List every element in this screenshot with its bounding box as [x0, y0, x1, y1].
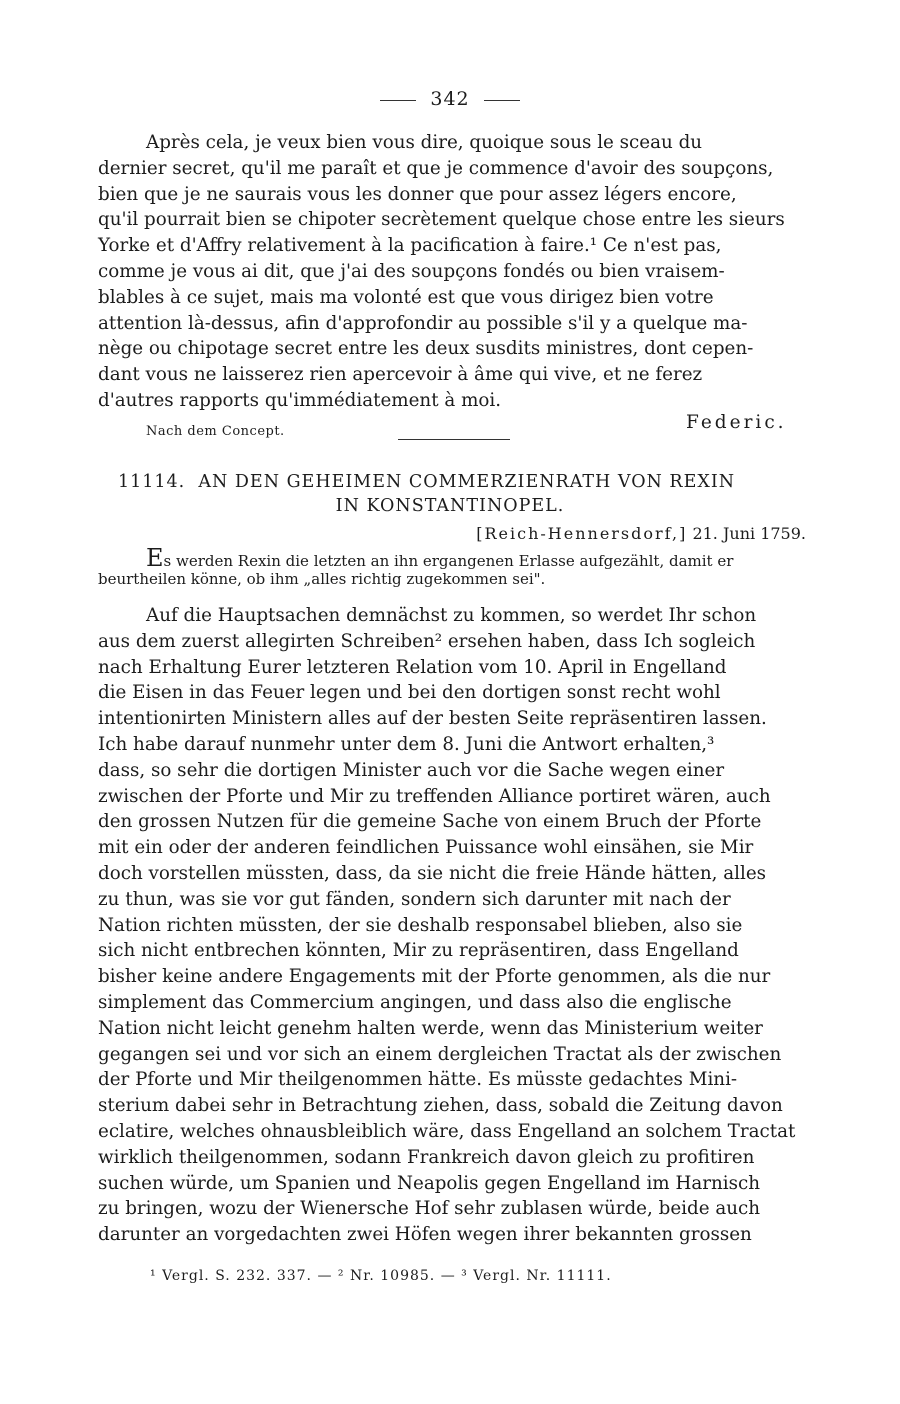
date-place: [Reich-Hennersdorf,] — [476, 524, 688, 543]
text-line: eclatire, welches ohnausbleiblich wäre, dass Engelland an solchem Tractat — [98, 1120, 796, 1142]
letter-number: 11114. — [118, 472, 186, 492]
text-line: aus dem zuerst allegirten Schreiben² ersehen haben, dass Ich sogleich — [98, 630, 756, 652]
text-line: bien que je ne saurais vous les donner que pour assez légers encore, — [98, 183, 737, 205]
text-line: mit ein oder der anderen feindlichen Puissance wohl einsähen, sie Mir — [98, 837, 754, 859]
text-line: zu bringen, wozu der Wienersche Hof sehr zublasen würde, beide auch — [98, 1198, 761, 1220]
source-note: Nach dem Concept. — [146, 424, 285, 439]
text-line: blables à ce sujet, mais ma volonté est que vous dirigez bien votre — [98, 286, 714, 308]
text-line: zu thun, was sie vor gut fänden, sondern sich darunter mit nach der — [98, 888, 731, 910]
heading-line-2: IN KONSTANTINOPEL. — [335, 496, 565, 516]
text-line: dant vous ne laisserez rien apercevoir à âme qui vive, et ne ferez — [98, 364, 703, 386]
text-line: Nation richten müssten, der sie deshalb responsabel blieben, also sie — [98, 914, 743, 936]
text-line: dernier secret, qu'il me paraît et que je commence d'avoir des soupçons, — [98, 157, 774, 179]
page-number: 342 — [430, 88, 470, 110]
signature: Federic. — [686, 412, 787, 433]
drop-cap: E — [146, 544, 164, 572]
date: 21. Juni 1759. — [692, 524, 806, 543]
letter-2-body — [98, 603, 806, 1248]
text-line: den grossen Nutzen für die gemeine Sache von einem Bruch der Pforte — [98, 811, 762, 833]
text-line: Ich habe darauf nunmehr unter dem 8. Juni die Antwort erhalten,³ — [98, 733, 715, 755]
text-line: bisher keine andere Engagements mit der Pforte genommen, als die nur — [98, 966, 771, 988]
section-divider — [398, 439, 510, 440]
footnotes: ¹ Vergl. S. 232. 337. — ² Nr. 10985. — ³ Vergl. Nr. 11111. — [150, 1268, 612, 1284]
letter-1-body — [98, 130, 806, 414]
text-line: Après cela, je veux bien vous dire, quoique sous le sceau du — [146, 132, 703, 153]
letter-heading — [118, 472, 735, 492]
summary-line — [98, 544, 806, 572]
text-line: wirklich theilgenommen, sodann Frankreich davon gleich zu profitiren — [98, 1146, 755, 1168]
text-line: darunter an vorgedachten zwei Höfen wegen ihrer bekannten grossen — [98, 1224, 752, 1246]
text-line: gegangen sei und vor sich an einem dergleichen Tractat als der zwischen — [98, 1043, 782, 1065]
text-line: suchen würde, um Spanien und Neapolis gegen Engelland im Harnisch — [98, 1172, 761, 1194]
text-line: d'autres rapports qu'immédiatement à moi. — [98, 389, 502, 411]
header-dash-left — [380, 100, 416, 101]
letter-summary — [98, 544, 806, 590]
text-line: sich nicht entbrechen könnten, Mir zu repräsentiren, dass Engelland — [98, 940, 739, 962]
text-line: comme je vous ai dit, que j'ai des soupçons fondés ou bien vraisem- — [98, 260, 725, 282]
summary-text: s werden Rexin die letzten an ihn ergangenen Erlasse aufgezählt, damit er — [163, 552, 734, 570]
header-dash-right — [484, 100, 520, 101]
heading-line-1: AN DEN GEHEIMEN COMMERZIENRATH VON REXIN — [198, 472, 736, 492]
text-line: doch vorstellen müssten, dass, da sie nicht die freie Hände hätten, alles — [98, 862, 767, 884]
page-header — [0, 88, 900, 110]
letter-dateline — [440, 524, 806, 543]
text-line: intentionirten Ministern alles auf der besten Seite repräsentiren lassen. — [98, 708, 767, 730]
text-line: qu'il pourrait bien se chipoter secrètement quelque chose entre les sieurs — [98, 209, 785, 231]
summary-line: beurtheilen könne, ob ihm „alles richtig zugekommen sei". — [98, 570, 546, 588]
text-line: die Eisen in das Feuer legen und bei den dortigen sonst recht wohl — [98, 682, 721, 704]
text-line: sterium dabei sehr in Betrachtung ziehen, dass, sobald die Zeitung davon — [98, 1095, 783, 1117]
text-line: attention là-dessus, afin d'approfondir au possible s'il y a quelque ma- — [98, 312, 748, 334]
text-line: nège ou chipotage secret entre les deux susdits ministres, dont cepen- — [98, 338, 754, 360]
text-line: Nation nicht leicht genehm halten werde, wenn das Ministerium weiter — [98, 1017, 763, 1039]
text-line: simplement das Commercium angingen, und dass also die englische — [98, 991, 732, 1013]
text-line: dass, so sehr die dortigen Minister auch vor die Sache wegen einer — [98, 759, 725, 781]
text-line: zwischen der Pforte und Mir zu treffenden Alliance portiret wären, auch — [98, 785, 771, 807]
text-line: der Pforte und Mir theilgenommen hätte. Es müsste gedachtes Mini- — [98, 1069, 738, 1091]
text-line: Auf die Hauptsachen demnächst zu kommen, so werdet Ihr schon — [146, 605, 757, 626]
text-line: Yorke et d'Affry relativement à la pacification à faire.¹ Ce n'est pas, — [98, 235, 722, 257]
text-line: nach Erhaltung Eurer letzteren Relation vom 10. April in Engelland — [98, 656, 727, 678]
